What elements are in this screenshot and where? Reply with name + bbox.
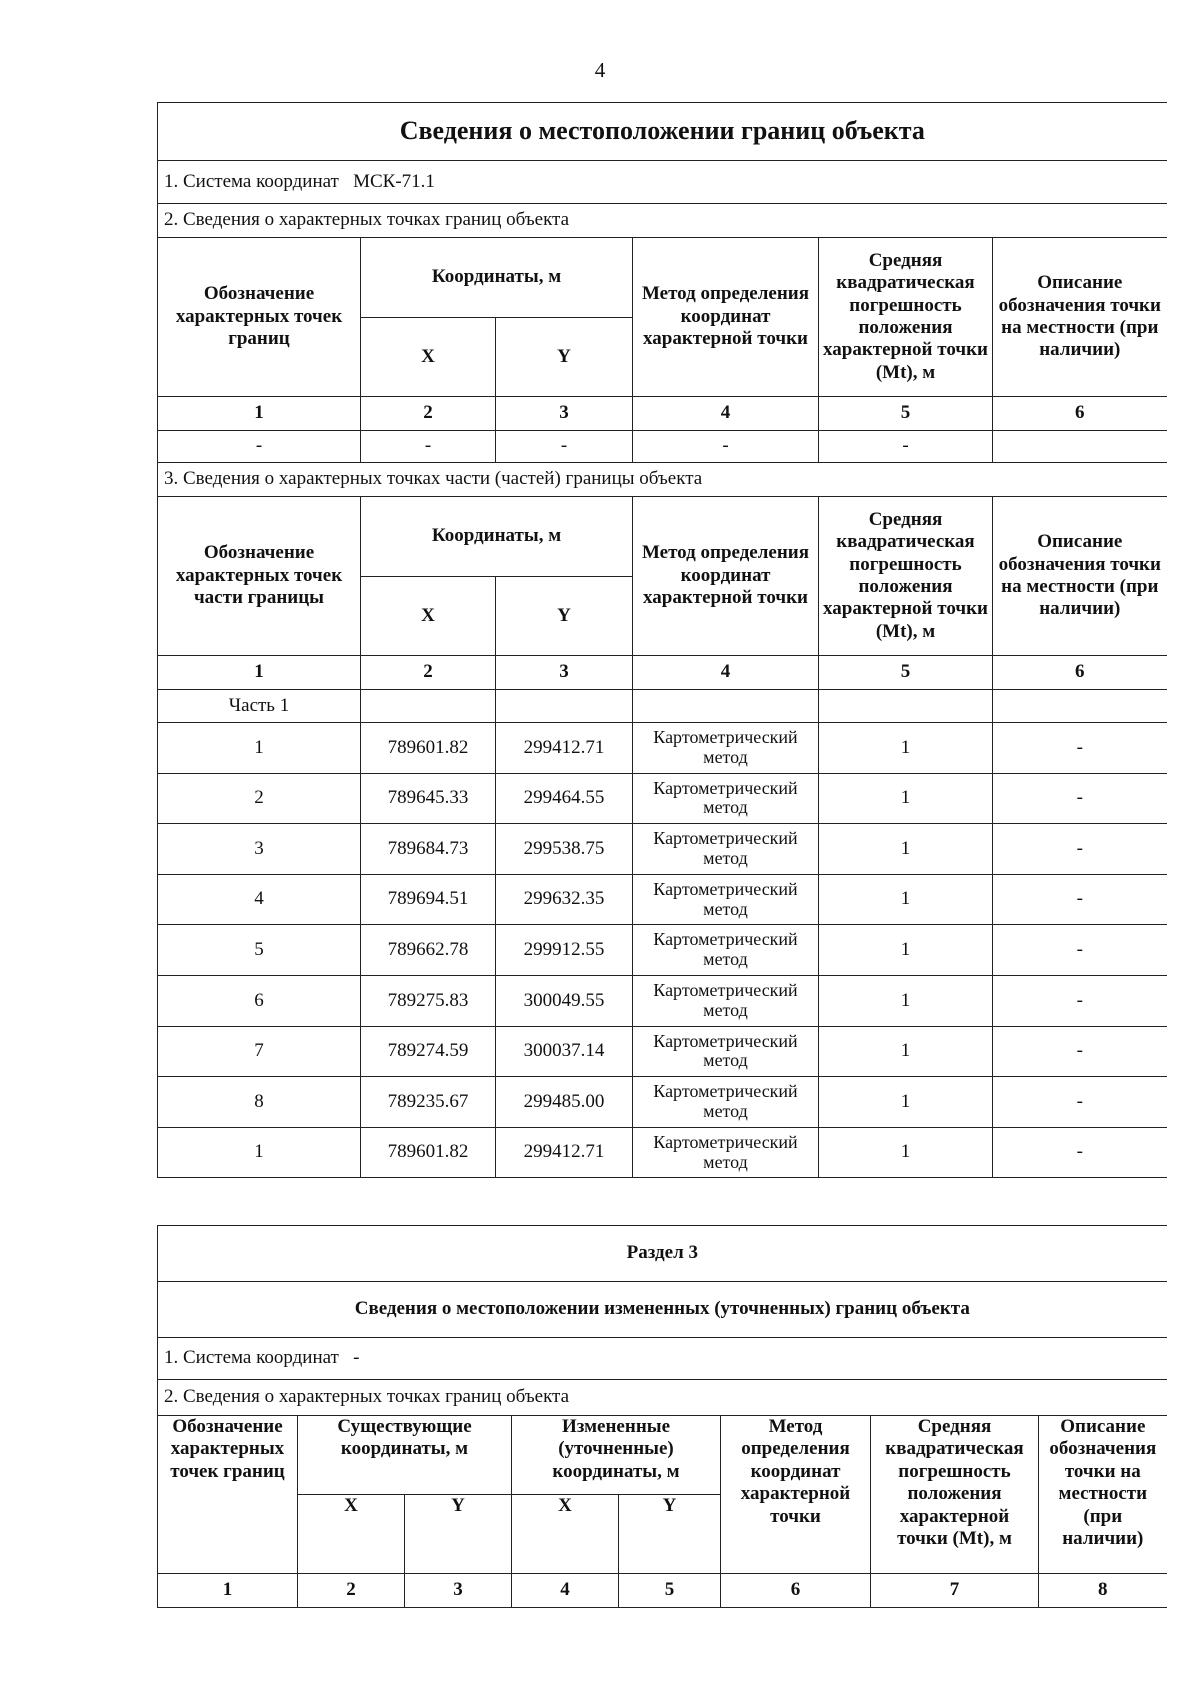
point-x: 789601.82 (361, 723, 496, 774)
points-body (158, 723, 1167, 1178)
s3-header-x-changed: X (512, 1495, 619, 1574)
col-number: 3 (405, 1574, 512, 1608)
point-y: 299912.55 (496, 925, 633, 976)
point-error: 1 (819, 874, 993, 925)
s3-header-y-changed: Y (619, 1495, 721, 1574)
point-method: Картометрический метод (633, 874, 819, 925)
header-error: Средняя квадратическая погрешность положения характерной точки (Mt), м (819, 238, 993, 397)
parts-header-error: Средняя квадратическая погрешность положения характерной точки (Mt), м (819, 497, 993, 656)
parts-caption: 3. Сведения о характерных точках части (частей) границы объекта (158, 463, 1167, 497)
point-x: 789645.33 (361, 773, 496, 824)
empty-cell: - (496, 431, 633, 463)
s3-header-method: Метод определения координат характерной точки (721, 1416, 871, 1574)
col-number: 1 (158, 397, 361, 431)
section3-coord-value: - (353, 1347, 360, 1369)
coord-system-value: МСК-71.1 (353, 170, 435, 192)
col-number: 7 (871, 1574, 1039, 1608)
col-number: 6 (993, 397, 1167, 431)
col-number: 2 (361, 397, 496, 431)
col-number: 3 (496, 397, 633, 431)
point-y: 299412.71 (496, 1127, 633, 1178)
point-description: - (993, 1077, 1167, 1128)
point-x: 789275.83 (361, 975, 496, 1026)
coord-system-label: 1. Система координат (164, 170, 339, 192)
col-number: 1 (158, 1574, 298, 1608)
s3-header-error: Средняя квадратическая погрешность положения характерной точки (Mt), м (871, 1416, 1039, 1574)
point-description: - (993, 824, 1167, 875)
empty-cell (993, 431, 1167, 463)
point-method: Картометрический метод (633, 723, 819, 774)
point-description: - (993, 874, 1167, 925)
parts-header-description: Описание обозначения точки на местности (при наличии) (993, 497, 1167, 656)
point-row (158, 975, 1167, 1026)
point-description: - (993, 925, 1167, 976)
s3-header-designation: Обозначение характерных точек границ (158, 1416, 298, 1574)
s3-header-description: Описание обозначения точки на местности (при наличии) (1039, 1416, 1167, 1574)
empty-cell: - (819, 431, 993, 463)
point-row (158, 773, 1167, 824)
point-x: 789694.51 (361, 874, 496, 925)
point-x: 789684.73 (361, 824, 496, 875)
col-number: 4 (512, 1574, 619, 1608)
point-method: Картометрический метод (633, 1077, 819, 1128)
point-number: 5 (158, 925, 361, 976)
point-description: - (993, 723, 1167, 774)
point-error: 1 (819, 773, 993, 824)
col-number: 4 (633, 397, 819, 431)
point-x: 789601.82 (361, 1127, 496, 1178)
section3-table (157, 1225, 1167, 1608)
point-description: - (993, 1127, 1167, 1178)
point-error: 1 (819, 1127, 993, 1178)
col-number: 6 (721, 1574, 871, 1608)
point-row (158, 1077, 1167, 1128)
points-caption: 2. Сведения о характерных точках границ объекта (158, 204, 1167, 238)
point-y: 299464.55 (496, 773, 633, 824)
s3-header-y-existing: Y (405, 1495, 512, 1574)
point-method: Картометрический метод (633, 925, 819, 976)
point-description: - (993, 1026, 1167, 1077)
point-error: 1 (819, 1077, 993, 1128)
point-row (158, 723, 1167, 774)
point-y: 299485.00 (496, 1077, 633, 1128)
point-row (158, 824, 1167, 875)
point-method: Картометрический метод (633, 773, 819, 824)
parts-header-y: Y (496, 577, 633, 656)
part-label: Часть 1 (158, 690, 361, 723)
header-y: Y (496, 318, 633, 397)
coord-system-row (158, 161, 1167, 204)
s3-header-changed: Измененные (уточненные) координаты, м (512, 1416, 721, 1495)
page-number: 4 (594, 58, 606, 82)
point-y: 299538.75 (496, 824, 633, 875)
col-number: 6 (993, 656, 1167, 690)
point-y: 300037.14 (496, 1026, 633, 1077)
header-designation: Обозначение характерных точек границ (158, 238, 361, 397)
parts-header-designation: Обозначение характерных точек части границы (158, 497, 361, 656)
point-y: 300049.55 (496, 975, 633, 1026)
parts-header-method: Метод определения координат характерной точки (633, 497, 819, 656)
header-description: Описание обозначения точки на местности (при наличии) (993, 238, 1167, 397)
point-number: 8 (158, 1077, 361, 1128)
point-number: 4 (158, 874, 361, 925)
point-x: 789662.78 (361, 925, 496, 976)
point-description: - (993, 773, 1167, 824)
col-number: 5 (819, 656, 993, 690)
section3-title: Сведения о местоположении измененных (уточненных) границ объекта (158, 1282, 1167, 1338)
point-error: 1 (819, 824, 993, 875)
point-error: 1 (819, 925, 993, 976)
point-number: 1 (158, 1127, 361, 1178)
point-x: 789235.67 (361, 1077, 496, 1128)
point-error: 1 (819, 1026, 993, 1077)
section3-coord-system (158, 1338, 1167, 1380)
col-number: 2 (361, 656, 496, 690)
empty-cell: - (361, 431, 496, 463)
boundary-table (157, 102, 1167, 1178)
point-method: Картометрический метод (633, 1127, 819, 1178)
col-number: 4 (633, 656, 819, 690)
empty-cell: - (158, 431, 361, 463)
parts-header-x: X (361, 577, 496, 656)
section-title: Сведения о местоположении границ объекта (158, 103, 1167, 161)
point-y: 299412.71 (496, 723, 633, 774)
header-method: Метод определения координат характерной точки (633, 238, 819, 397)
section3-heading: Раздел 3 (158, 1226, 1167, 1282)
point-number: 2 (158, 773, 361, 824)
s3-header-existing: Существующие координаты, м (298, 1416, 512, 1495)
point-description: - (993, 975, 1167, 1026)
point-number: 7 (158, 1026, 361, 1077)
point-row (158, 925, 1167, 976)
point-x: 789274.59 (361, 1026, 496, 1077)
col-number: 5 (619, 1574, 721, 1608)
col-number: 3 (496, 656, 633, 690)
col-number: 5 (819, 397, 993, 431)
col-number: 1 (158, 656, 361, 690)
point-number: 1 (158, 723, 361, 774)
s3-header-x-existing: X (298, 1495, 405, 1574)
section3-coord-label: 1. Система координат (164, 1347, 339, 1369)
point-error: 1 (819, 723, 993, 774)
header-x: X (361, 318, 496, 397)
header-coords: Координаты, м (361, 238, 633, 318)
point-row (158, 1026, 1167, 1077)
point-error: 1 (819, 975, 993, 1026)
section3-points-caption: 2. Сведения о характерных точках границ объекта (158, 1380, 1167, 1416)
col-number: 2 (298, 1574, 405, 1608)
point-row (158, 874, 1167, 925)
point-method: Картометрический метод (633, 1026, 819, 1077)
col-number: 8 (1039, 1574, 1167, 1608)
empty-cell: - (633, 431, 819, 463)
parts-header-coords: Координаты, м (361, 497, 633, 577)
point-number: 6 (158, 975, 361, 1026)
point-row (158, 1127, 1167, 1178)
point-method: Картометрический метод (633, 824, 819, 875)
point-method: Картометрический метод (633, 975, 819, 1026)
point-number: 3 (158, 824, 361, 875)
point-y: 299632.35 (496, 874, 633, 925)
